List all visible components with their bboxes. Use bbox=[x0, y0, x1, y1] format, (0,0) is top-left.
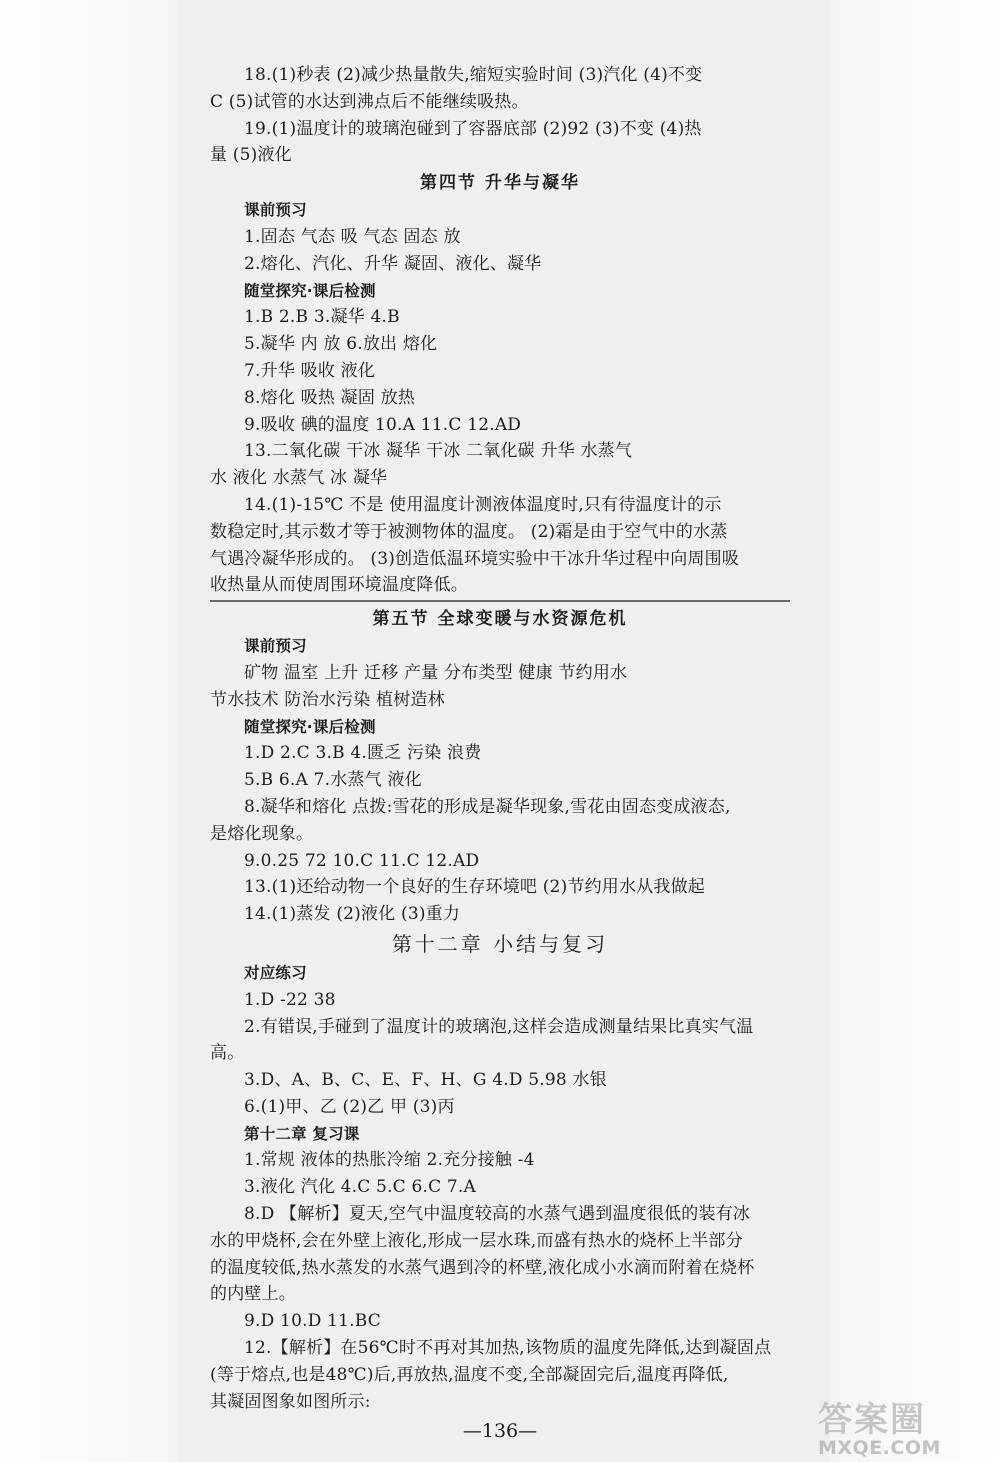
answer-line: 2.熔化、汽化、升华 凝固、液化、凝华 bbox=[244, 253, 542, 274]
answer-line-continued: 的内壁上。 bbox=[210, 1284, 296, 1305]
subsection-label: 课前预习 bbox=[244, 201, 307, 220]
answer-line: 14.(1)蒸发 (2)液化 (3)重力 bbox=[244, 904, 461, 925]
answer-line: 9.0.25 72 10.C 11.C 12.AD bbox=[244, 850, 480, 871]
answer-line-continued: 节水技术 防治水污染 植树造林 bbox=[210, 689, 445, 710]
answer-line-continued: C (5)试管的水达到沸点后不能继续吸热。 bbox=[210, 91, 529, 112]
answer-line-continued: 量 (5)液化 bbox=[210, 145, 292, 166]
answer-line: 9.D 10.D 11.BC bbox=[244, 1311, 381, 1332]
section-heading: 第四节 升华与凝华 bbox=[420, 173, 580, 194]
page-number: —136— bbox=[462, 1420, 538, 1442]
answer-line: 13.二氧化碳 干冰 凝华 干冰 二氧化碳 升华 水蒸气 bbox=[244, 441, 633, 462]
page-margin-right bbox=[830, 0, 1000, 1462]
subsection-label: 课前预习 bbox=[244, 637, 307, 656]
page-margin-left bbox=[0, 0, 178, 1462]
answer-line: 7.升华 吸收 液化 bbox=[244, 360, 376, 381]
answer-line: 1.D 2.C 3.B 4.匮乏 污染 浪费 bbox=[244, 743, 482, 764]
subsection-label: 随堂探究·课后检测 bbox=[244, 717, 376, 736]
answer-line: 9.吸收 碘的温度 10.A 11.C 12.AD bbox=[244, 414, 522, 435]
answer-line: 3.D、A、B、C、E、F、H、G 4.D 5.98 水银 bbox=[244, 1070, 607, 1091]
answer-line-continued: 的温度较低,热水蒸发的水蒸气遇到冷的杯壁,液化成小水滴而附着在烧杯 bbox=[210, 1257, 755, 1278]
answer-line: 8.D 【解析】夏天,空气中温度较高的水蒸气遇到温度很低的装有冰 bbox=[244, 1204, 751, 1225]
answer-line-continued: 收热量从而使周围环境温度降低。 bbox=[210, 575, 468, 596]
answer-line-continued: 气遇冷凝华形成的。 (3)创造低温环境实验中干冰升华过程中向周围吸 bbox=[210, 548, 740, 569]
answer-line: 12.【解析】在56℃时不再对其加热,该物质的温度先降低,达到凝固点 bbox=[244, 1338, 772, 1359]
watermark-logo: 答案圈 bbox=[818, 1400, 926, 1440]
answer-line-continued: 高。 bbox=[210, 1043, 245, 1064]
answer-line: 1.B 2.B 3.凝华 4.B bbox=[244, 307, 400, 328]
answer-line: 6.(1)甲、乙 (2)乙 甲 (3)丙 bbox=[244, 1096, 455, 1117]
subsection-label: 随堂探究·课后检测 bbox=[244, 281, 376, 300]
answer-line: 18.(1)秒表 (2)减少热量散失,缩短实验时间 (3)汽化 (4)不变 bbox=[244, 65, 703, 85]
answer-line-continued: 数稳定时,其示数才等于被测物体的温度。 (2)霜是由于空气中的水蒸 bbox=[210, 521, 728, 542]
answer-line-continued: 其凝固图象如图所示: bbox=[210, 1391, 371, 1412]
answer-line: 13.(1)还给动物一个良好的生存环境吧 (2)节约用水从我做起 bbox=[244, 877, 705, 898]
answer-line-continued: (等于熔点,也是48℃)后,再放热,温度不变,全部凝固完后,温度再降低, bbox=[210, 1364, 729, 1385]
answer-text-column bbox=[210, 62, 790, 1415]
answer-line: 5.B 6.A 7.水蒸气 液化 bbox=[244, 770, 422, 791]
answer-line: 1.固态 气态 吸 气态 固态 放 bbox=[244, 226, 461, 247]
section-heading: 第五节 全球变暖与水资源危机 bbox=[372, 609, 628, 630]
answer-line: 1.常规 液体的热胀冷缩 2.充分接触 -4 bbox=[244, 1150, 535, 1171]
answer-line: 1.D -22 38 bbox=[244, 989, 336, 1010]
watermark-url: MXQE.COM bbox=[818, 1437, 941, 1459]
answer-line: 矿物 温室 上升 迁移 产量 分布类型 健康 节约用水 bbox=[244, 662, 628, 683]
answer-line: 8.凝华和熔化 点拨:雪花的形成是凝华现象,雪花由固态变成液态, bbox=[244, 796, 731, 817]
answer-line: 2.有错误,手碰到了温度计的玻璃泡,这样会造成测量结果比真实气温 bbox=[244, 1016, 754, 1037]
answer-line: 19.(1)温度计的玻璃泡碰到了容器底部 (2)92 (3)不变 (4)热 bbox=[244, 118, 702, 139]
chapter-heading: 第十二章 小结与复习 bbox=[391, 931, 609, 956]
watermark bbox=[818, 1392, 996, 1458]
answer-line: 5.凝华 内 放 6.放出 熔化 bbox=[244, 334, 438, 355]
subsection-label: 对应练习 bbox=[244, 963, 307, 982]
answer-line-continued: 是熔化现象。 bbox=[210, 823, 314, 844]
answer-line: 3.液化 汽化 4.C 5.C 6.C 7.A bbox=[244, 1177, 477, 1198]
section-divider bbox=[210, 600, 790, 602]
answer-line: 8.熔化 吸热 凝固 放热 bbox=[244, 387, 416, 408]
answer-line-continued: 水 液化 水蒸气 冰 凝华 bbox=[210, 468, 388, 489]
subsection-label: 第十二章 复习课 bbox=[244, 1124, 360, 1143]
answer-line: 14.(1)-15℃ 不是 使用温度计测液体温度时,只有待温度计的示 bbox=[244, 494, 722, 515]
answer-line-continued: 水的甲烧杯,会在外壁上液化,形成一层水珠,而盛有热水的烧杯上半部分 bbox=[210, 1230, 743, 1251]
